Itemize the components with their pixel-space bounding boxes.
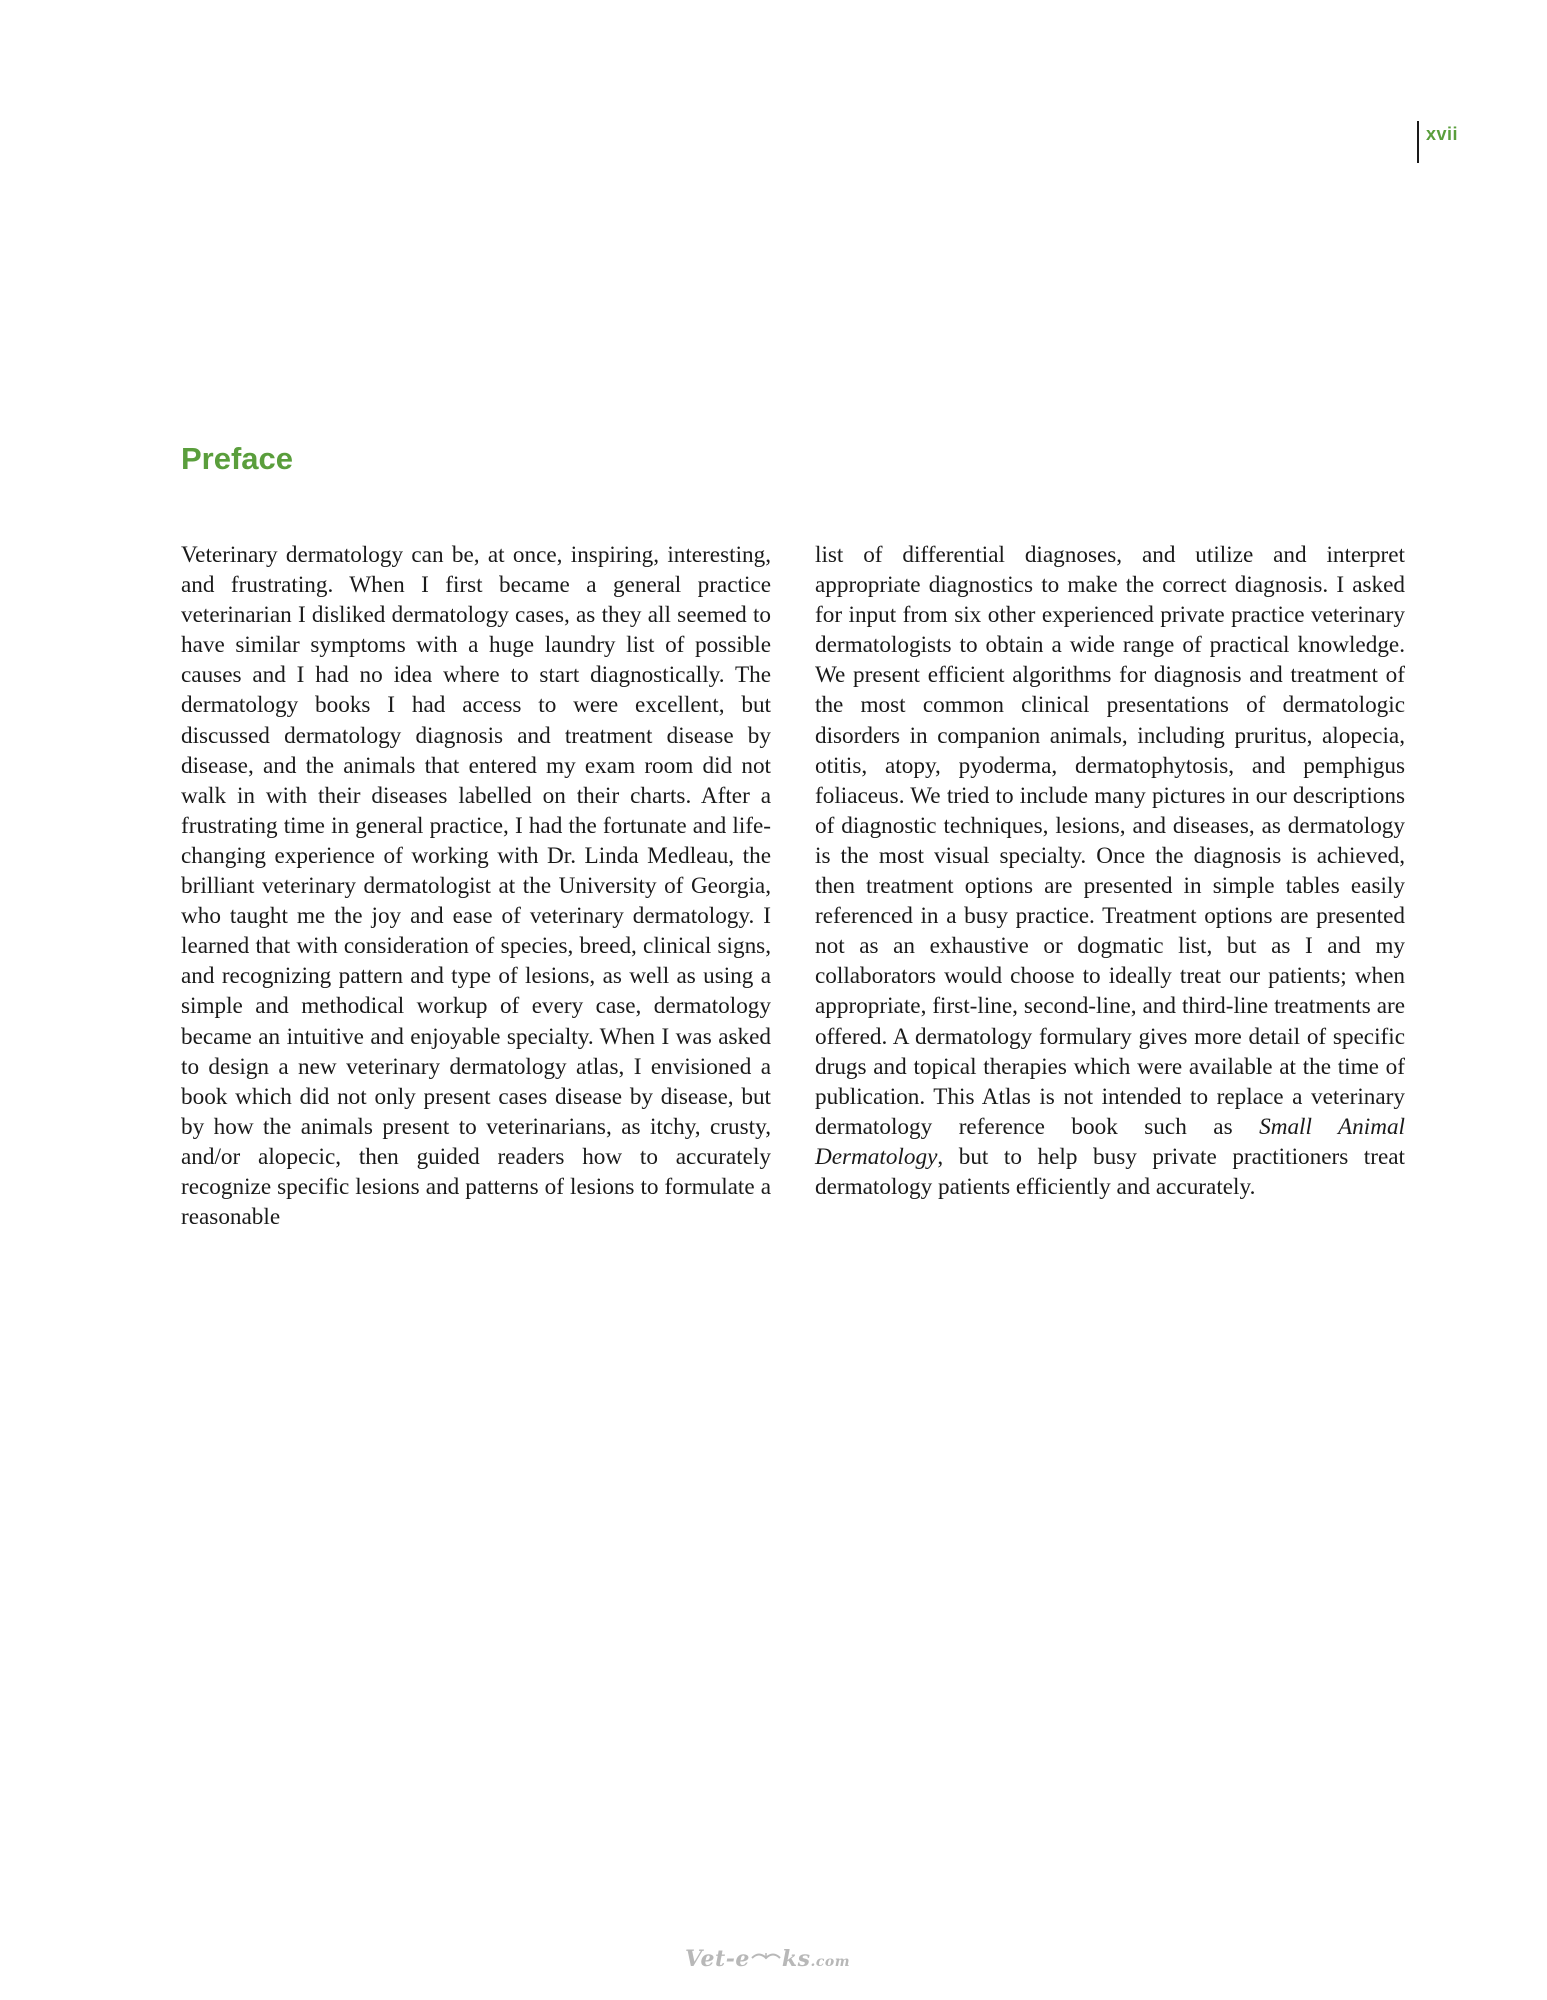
body-column-right [815,540,1405,1202]
right-column-text-start: list of differential diagnoses, and utilize and interpret appropriate diagnostics to make the correct diagnosis. I asked for input from six other experienced private practice veterinary dermatologists to obtain a wide range of practical knowledge. We present efficient algorithms for diagnosis and treatment of the most common clinical presentations of dermatologic disorders in companion animals, including pruritus, alopecia, otitis, atopy, pyoderma, dermatophytosis, and pemphigus foliaceus. We tried to include many pictures in our descriptions of diagnostic techniques, lesions, and diseases, as dermatology is the most visual specialty. Once the diagnosis is achieved, then treatment options are presented in simple tables easily referenced in a busy practice. Treatment options are presented not as an exhaustive or dogmatic list, but as I and my collaborators would choose to ideally treat our patients; when appropriate, first-line, second-line, and third-line treatments are offered. A dermatology formulary gives more detail of specific drugs and topical therapies which were available at the time of publication. This Atlas is not intended to replace a veterinary dermatology reference book such as [815,542,1405,1140]
body-column-left [181,540,771,1232]
page-number-rule [1417,121,1419,163]
left-column-text: Veterinary dermatology can be, at once, inspiring, interesting, and frustrating. When I first became a general practice veterinarian I disliked dermatology cases, as they all seemed to have similar symptoms with a huge laundry list of possible causes and I had no idea where to start diagnostically. The dermatology books I had access to were excellent, but discussed dermatology diagnosis and treatment disease by disease, and the animals that entered my exam room did not walk in with their diseases labelled on their charts. After a frustrating time in general practice, I had the fortunate and life-changing experience of working with Dr. Linda Medleau, the brilliant veterinary dermatologist at the University of Georgia, who taught me the joy and ease of veterinary dermatology. I learned that with consideration of species, breed, clinical signs, and recognizing pattern and type of lesions, as well as using a simple and methodical workup of every case, dermatology became an intuitive and enjoyable specialty. When I was asked to design a new veterinary dermatology atlas, I envisioned a book which did not only present cases disease by disease, but by how the animals present to veterinarians, as itchy, crusty, and/or alopecic, then guided readers how to accurately recognize specific lesions and patterns of lesions to formulate a reasonable [181,542,771,1231]
book-title-reference: Small Animal Dermatology [815,1113,1405,1170]
open-book-icon [751,1950,781,1960]
watermark-logo: Vet-e ks.com [685,1946,851,1972]
right-column-text-end: , but to help busy private practitioners treat dermatology patients efficiently and accurately. [815,1143,1405,1200]
page-number: xvii [1426,124,1459,144]
page-title: Preface [181,441,294,476]
